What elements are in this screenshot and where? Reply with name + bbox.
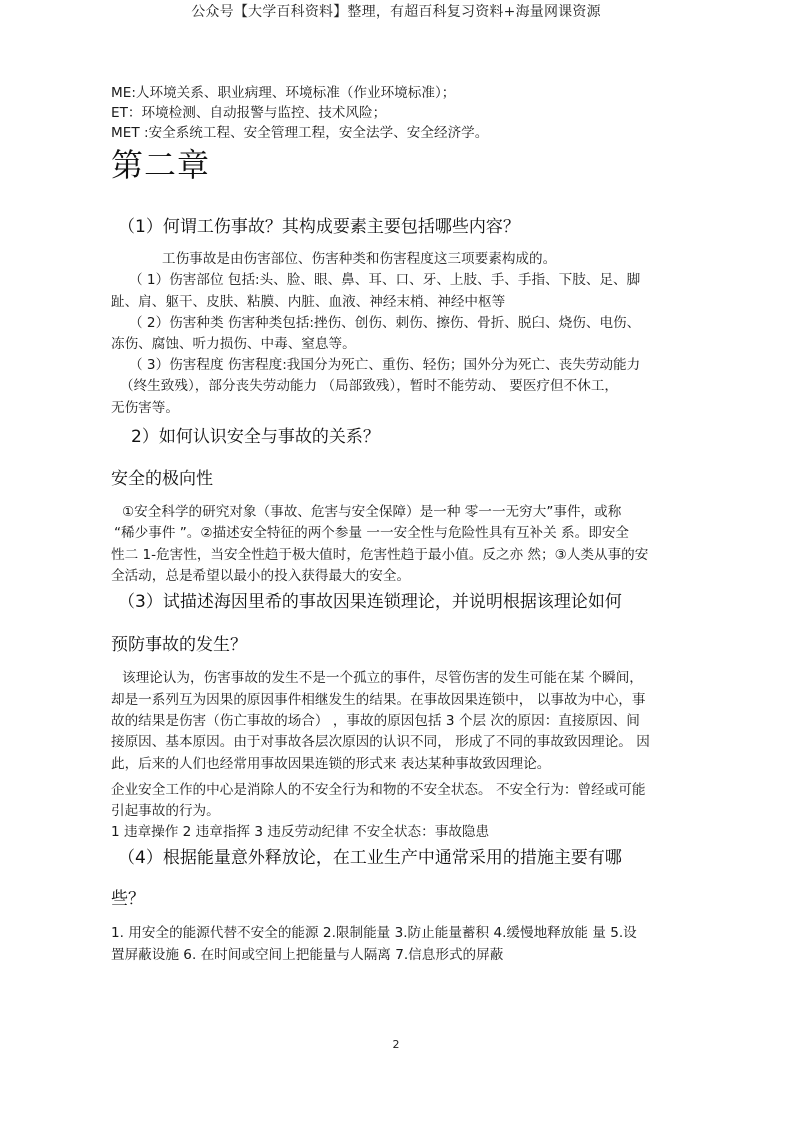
q2-paragraph-line: “稀少事件 ”。②描述安全特征的两个参量 一一安全性与危险性具有互补关 系。即安全 xyxy=(114,525,630,541)
q1-paragraph-line: 工伤事故是由伤害部位、伤害种类和伤害程度这三项要素构成的。 xyxy=(162,251,557,267)
question-2-title: 2）如何认识安全与事故的关系？ xyxy=(131,427,380,447)
q2-paragraph-line: 全活动，总是希望以最小的投入获得最大的安全。 xyxy=(111,568,411,584)
q3-paragraph-line: 企业安全工作的中心是消除人的不安全行为和物的不安全状态。 不安全行为：曾经或可能 xyxy=(111,782,646,798)
question-1-title: （1）何谓工伤事故？其构成要素主要包括哪些内容？ xyxy=(118,217,520,237)
q3-paragraph-line: 却是一系列互为因果的原因事件相继发生的结果。在事故因果连锁中， 以事故为中心，事 xyxy=(111,692,646,708)
q4-paragraph-line: 置屏蔽设施 6. 在时间或空间上把能量与人隔离 7.信息形式的屏蔽 xyxy=(111,947,504,963)
q1-paragraph-line: 无伤害等。 xyxy=(111,400,179,416)
q2-paragraph-line: ①安全科学的研究对象（事故、危害与安全保障）是一种 零一一无穷大”事件，或称 xyxy=(122,504,622,520)
q3-paragraph-line: 1 违章操作 2 违章指挥 3 违反劳动纪律 不安全状态：事故隐患 xyxy=(111,824,490,840)
question-4-title-line: 些？ xyxy=(111,889,145,909)
q3-paragraph-line: 此，后来的人们也经常用事故因果连锁的形式来 表达某种事故致因理论。 xyxy=(111,756,551,772)
q1-paragraph-line: （ 3）伤害程度 伤害程度:我国分为死亡、重伤、轻伤；国外分为死亡、丧失劳动能力 xyxy=(129,357,641,373)
intro-line: MET :安全系统工程、安全管理工程，安全法学、安全经济学。 xyxy=(111,125,489,141)
question-4-title-line: （4）根据能量意外释放论，在工业生产中通常采用的措施主要有哪 xyxy=(118,848,622,868)
question-3-title-line: 预防事故的发生？ xyxy=(111,635,247,655)
q1-paragraph-line: （终生致残），部分丧失劳动能力 （局部致残），暂时不能劳动、 要医疗但不休工， xyxy=(120,378,619,394)
q1-paragraph-line: （ 1）伤害部位 包括:头、脸、眼、鼻、耳、口、牙、上肢、手、手指、下肢、足、脚 xyxy=(129,272,641,288)
page-number: 2 xyxy=(392,1038,400,1051)
intro-line: ME:人环境关系、职业病理、环境标准（作业环境标准）； xyxy=(111,85,456,101)
page-header: 公众号【大学百科资料】整理，有超百科复习资料+海量网课资源 xyxy=(191,4,601,20)
question-3-title-line: （3）试描述海因里希的事故因果连锁理论，并说明根据该理论如何 xyxy=(118,592,622,612)
q3-paragraph-line: 引起事故的行为。 xyxy=(111,803,220,819)
q2-paragraph-line: 性二 1-危害性，当安全性趋于极大值时，危害性趋于最小值。反之亦 然；③人类从事的安 xyxy=(111,547,649,563)
q1-paragraph-line: 冻伤、腐蚀、听力损伤、中毒、窒息等。 xyxy=(111,336,356,352)
chapter-title: 第二章 xyxy=(111,146,211,184)
q1-paragraph-line: 趾、肩、躯干、皮肤、粘膜、内脏、血液、神经末梢、神经中枢等 xyxy=(111,294,506,310)
q2-subheading: 安全的极向性 xyxy=(111,469,213,489)
intro-line: ET：环境检测、自动报警与监控、技术风险； xyxy=(111,105,387,121)
q3-paragraph-line: 该理论认为，伤害事故的发生不是一个孤立的事件，尽管伤害的发生可能在某 个瞬间， xyxy=(122,670,643,686)
q3-paragraph-line: 故的结果是伤害（伤亡事故的场合） ，事故的原因包括 3 个层 次的原因：直接原因、间 xyxy=(111,713,640,729)
q4-paragraph-line: 1. 用安全的能源代替不安全的能源 2.限制能量 3.防止能量蓄积 4.缓慢地释放能 量 5.设 xyxy=(111,925,637,941)
q1-paragraph-line: （ 2）伤害种类 伤害种类包括:挫伤、创伤、刺伤、擦伤、骨折、脱臼、烧伤、电伤、 xyxy=(129,315,641,331)
q3-paragraph-line: 接原因、基本原因。由于对事故各层次原因的认识不同， 形成了不同的事故致因理论。 因 xyxy=(111,734,650,750)
